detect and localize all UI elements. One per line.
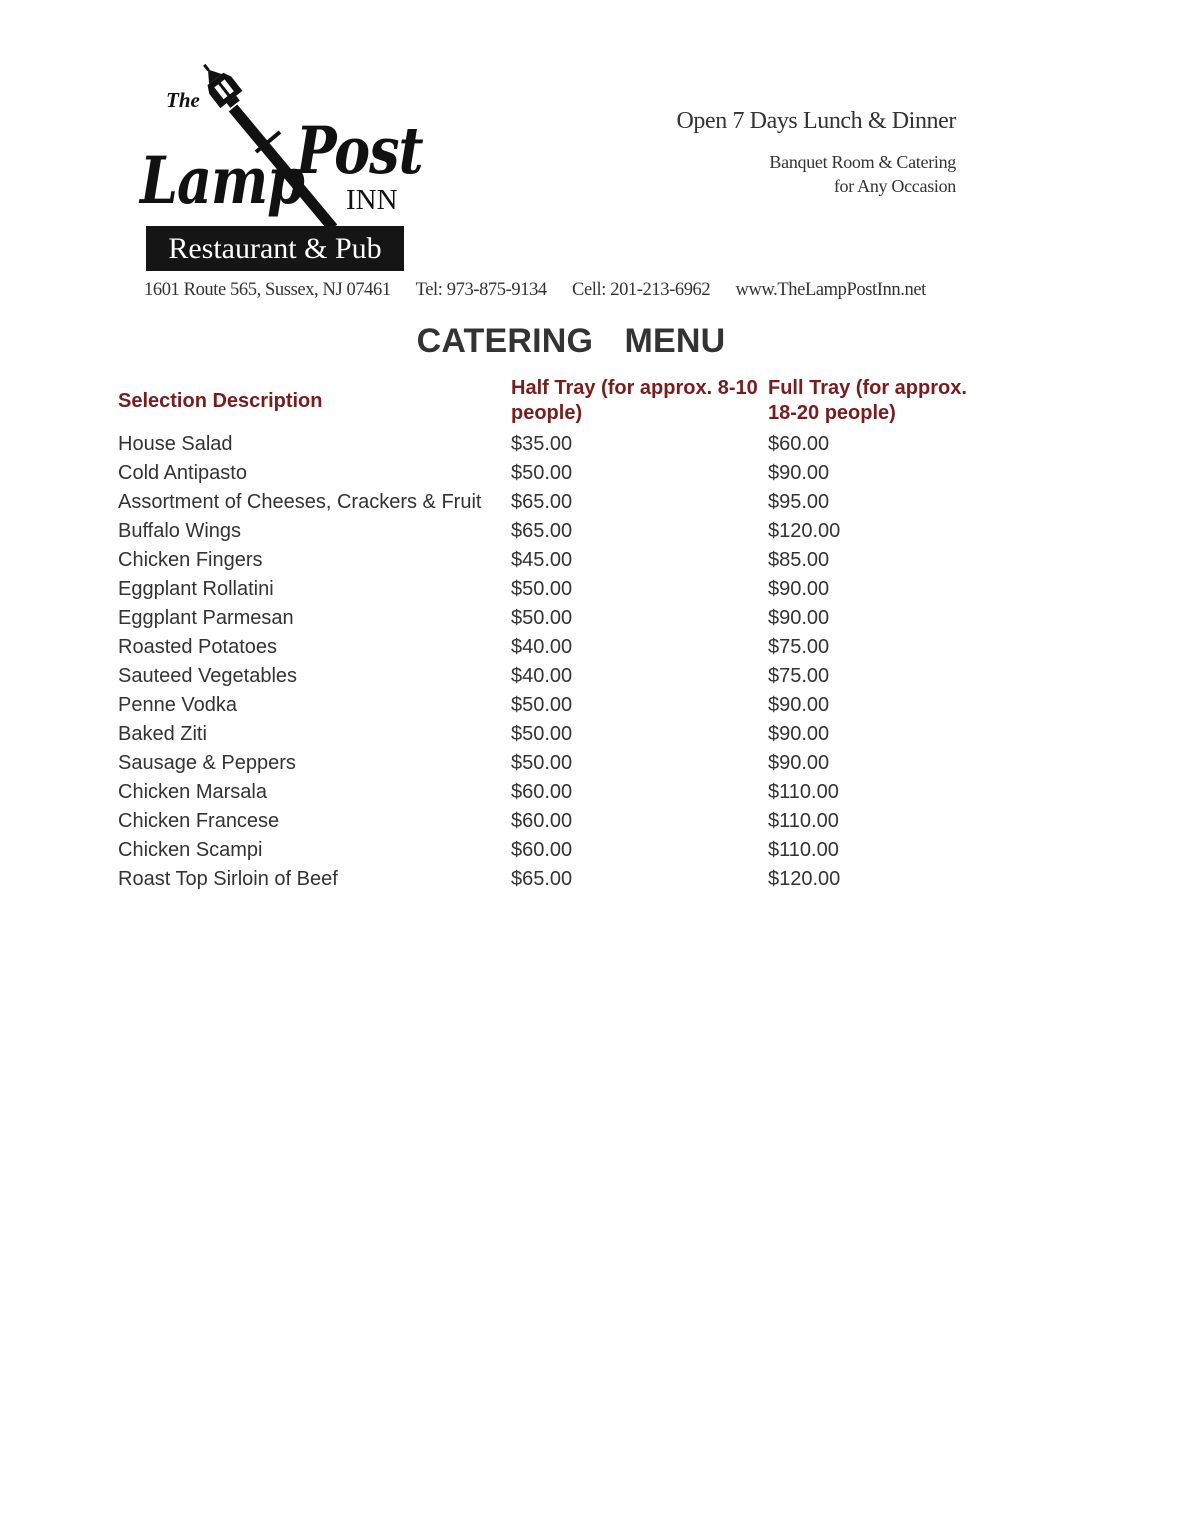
logo-inn-text: INN <box>346 184 398 216</box>
table-row <box>118 691 998 720</box>
half-tray-price: $60.00 <box>511 781 573 803</box>
full-tray-price: $90.00 <box>768 694 830 716</box>
full-tray-price: $90.00 <box>768 578 830 600</box>
half-tray-price: $50.00 <box>511 578 573 600</box>
full-tray-price: $90.00 <box>768 462 830 484</box>
table-header-row <box>118 376 998 430</box>
item-name: Penne Vodka <box>118 694 237 716</box>
full-tray-price: $60.00 <box>768 433 830 455</box>
logo-post-text: Post <box>296 112 423 189</box>
logo-lamp-text: Lamp <box>140 142 304 219</box>
full-tray-price: $75.00 <box>768 665 830 687</box>
cell-phone: Cell: 201-213-6962 <box>572 280 711 300</box>
item-name: Sausage & Peppers <box>118 752 296 774</box>
item-name: Chicken Marsala <box>118 781 267 803</box>
table-row <box>118 517 998 546</box>
banquet-tagline-line2: for Any Occasion <box>833 176 956 196</box>
half-tray-price: $50.00 <box>511 462 573 484</box>
half-tray-price: $40.00 <box>511 636 573 658</box>
header-half-tray: Half Tray (for approx. 8-10 people) <box>511 377 758 424</box>
table-row <box>118 865 998 894</box>
half-tray-price: $65.00 <box>511 491 573 513</box>
full-tray-price: $110.00 <box>768 839 839 861</box>
table-row <box>118 459 998 488</box>
full-tray-price: $110.00 <box>768 810 839 832</box>
item-name: Baked Ziti <box>118 723 207 745</box>
half-tray-price: $65.00 <box>511 520 573 542</box>
half-tray-price: $60.00 <box>511 810 573 832</box>
half-tray-price: $45.00 <box>511 549 573 571</box>
table-row <box>118 488 998 517</box>
full-tray-price: $75.00 <box>768 636 830 658</box>
table-body <box>118 430 998 894</box>
table-row <box>118 546 998 575</box>
full-tray-price: $90.00 <box>768 723 830 745</box>
item-name: Eggplant Rollatini <box>118 578 274 600</box>
table-row <box>118 430 998 459</box>
item-name: Cold Antipasto <box>118 462 247 484</box>
contact-line <box>144 280 947 301</box>
full-tray-price: $90.00 <box>768 752 830 774</box>
table-row <box>118 604 998 633</box>
lamp-post-inn-logo <box>138 60 423 274</box>
full-tray-price: $95.00 <box>768 491 830 513</box>
table-row <box>118 575 998 604</box>
banquet-tagline <box>676 150 956 198</box>
table-row <box>118 720 998 749</box>
address: 1601 Route 565, Sussex, NJ 07461 <box>144 280 391 300</box>
half-tray-price: $50.00 <box>511 723 573 745</box>
table-row <box>118 836 998 865</box>
full-tray-price: $120.00 <box>768 868 841 890</box>
item-name: Roast Top Sirloin of Beef <box>118 868 338 890</box>
item-name: Eggplant Parmesan <box>118 607 294 629</box>
table-row <box>118 633 998 662</box>
item-name: Roasted Potatoes <box>118 636 277 658</box>
half-tray-price: $40.00 <box>511 665 573 687</box>
table-row <box>118 662 998 691</box>
item-name: Chicken Francese <box>118 810 280 832</box>
table-row <box>118 749 998 778</box>
half-tray-price: $65.00 <box>511 868 573 890</box>
full-tray-price: $110.00 <box>768 781 839 803</box>
logo-the-text: The <box>166 88 200 112</box>
page-title: CATERING MENU <box>416 322 726 360</box>
item-name: Assortment of Cheeses, Crackers & Fruit <box>118 491 482 513</box>
banquet-tagline-line1: Banquet Room & Catering <box>769 152 956 172</box>
half-tray-price: $50.00 <box>511 607 573 629</box>
header-selection-description: Selection Description <box>118 389 323 412</box>
half-tray-price: $35.00 <box>511 433 573 455</box>
item-name: House Salad <box>118 433 233 455</box>
catering-menu-table <box>118 376 998 894</box>
half-tray-price: $50.00 <box>511 694 573 716</box>
hours-tagline: Open 7 Days Lunch & Dinner <box>676 108 956 134</box>
table-row <box>118 778 998 807</box>
half-tray-price: $60.00 <box>511 839 573 861</box>
item-name: Chicken Scampi <box>118 839 263 861</box>
half-tray-price: $50.00 <box>511 752 573 774</box>
logo-banner: Restaurant & Pub <box>146 226 404 271</box>
full-tray-price: $90.00 <box>768 607 830 629</box>
table-row <box>118 807 998 836</box>
item-name: Buffalo Wings <box>118 520 242 542</box>
telephone: Tel: 973-875-9134 <box>415 280 547 300</box>
website-link[interactable]: www.TheLampPostInn.net <box>735 280 926 300</box>
full-tray-price: $85.00 <box>768 549 830 571</box>
tagline-block <box>676 106 956 198</box>
header-full-tray: Full Tray (for approx. 18-20 people) <box>768 377 967 424</box>
full-tray-price: $120.00 <box>768 520 841 542</box>
item-name: Sauteed Vegetables <box>118 665 298 687</box>
item-name: Chicken Fingers <box>118 549 263 571</box>
